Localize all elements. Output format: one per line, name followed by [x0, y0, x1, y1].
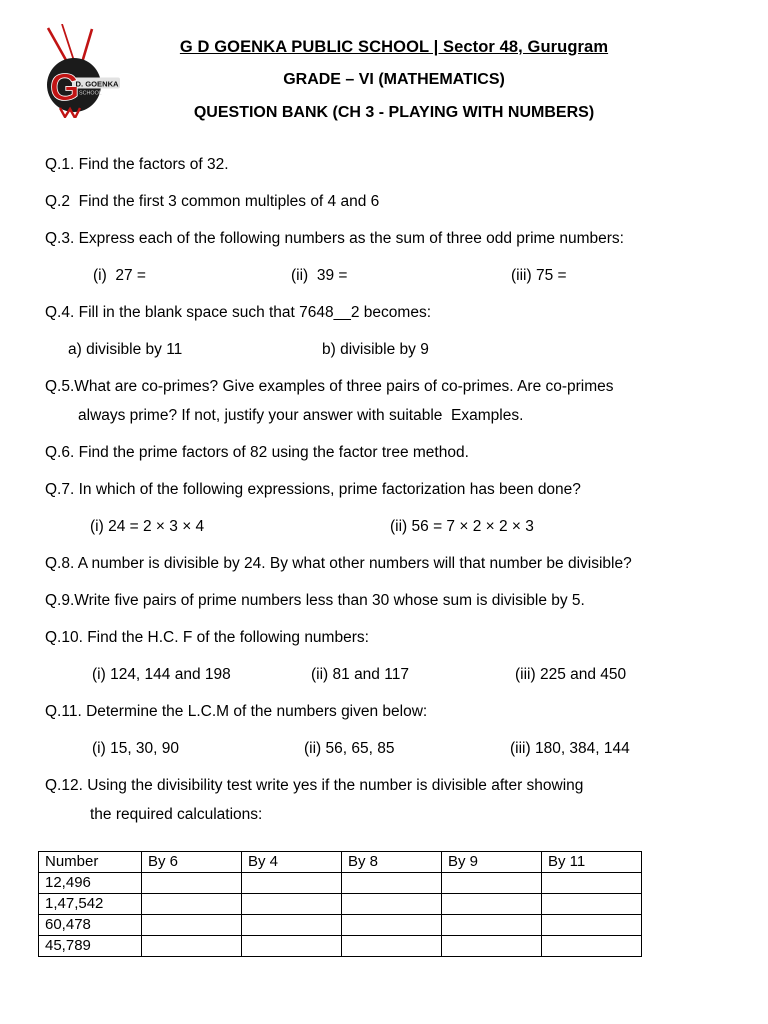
question-list — [0, 122, 768, 957]
q4-part-a: a) divisible by 11 — [68, 341, 183, 358]
table-header-by9: By 9 — [442, 852, 542, 873]
table-row — [39, 915, 642, 936]
q3-part-iii: (iii) 75 = — [511, 267, 567, 284]
answer-cell — [442, 894, 542, 915]
answer-cell — [242, 915, 342, 936]
answer-cell — [142, 894, 242, 915]
answer-cell — [442, 936, 542, 957]
question-4: Q.4. Fill in the blank space such that 7648__2 becomes: — [45, 304, 432, 321]
answer-cell — [542, 936, 642, 957]
answer-cell — [542, 894, 642, 915]
answer-cell — [342, 915, 442, 936]
logo-name: D. GOENKA — [75, 79, 119, 89]
number-cell: 1,47,542 — [39, 894, 142, 915]
school-logo-graphic — [34, 24, 126, 118]
q11-part-i: (i) 15, 30, 90 — [92, 740, 180, 757]
q5-line-2: always prime? If not, justify your answer with suitable Examples. — [78, 407, 524, 424]
logo-letter: G — [50, 67, 80, 109]
q3-part-ii: (ii) 39 = — [291, 267, 348, 284]
question-6: Q.6. Find the prime factors of 82 using the factor tree method. — [45, 444, 469, 461]
answer-cell — [542, 873, 642, 894]
number-cell: 60,478 — [39, 915, 142, 936]
answer-cell — [442, 915, 542, 936]
answer-cell — [142, 936, 242, 957]
school-title: G D GOENKA PUBLIC SCHOOL | Sector 48, Gurugram — [179, 38, 609, 56]
q7-part-i: (i) 24 = 2 × 3 × 4 — [90, 518, 205, 535]
answer-cell — [242, 936, 342, 957]
answer-cell — [142, 873, 242, 894]
table-header-by11: By 11 — [542, 852, 642, 873]
question-11-parts — [45, 734, 728, 763]
question-7-parts — [45, 512, 728, 541]
answer-cell — [442, 873, 542, 894]
question-8: Q.8. A number is divisible by 24. By what other numbers will that number be divisible? — [45, 555, 632, 572]
school-logo — [34, 24, 126, 118]
question-2: Q.2 Find the first 3 common multiples of 4 and 6 — [45, 193, 380, 210]
q12-line-2: the required calculations: — [90, 806, 263, 823]
question-3-parts — [45, 261, 728, 290]
table-header-by8: By 8 — [342, 852, 442, 873]
logo-subname: SCHOOL — [79, 90, 102, 97]
table-row — [39, 936, 642, 957]
grade-subject-line: GRADE – VI (MATHEMATICS) — [283, 71, 505, 88]
question-12 — [45, 771, 728, 829]
q11-part-iii: (iii) 180, 384, 144 — [510, 740, 630, 757]
answer-cell — [142, 915, 242, 936]
q5-line-1: Q.5.What are co-primes? Give examples of three pairs of co-primes. Are co-primes — [45, 378, 614, 395]
question-3: Q.3. Express each of the following numbers as the sum of three odd prime numbers: — [45, 230, 624, 247]
question-7: Q.7. In which of the following expressions, prime factorization has been done? — [45, 481, 581, 498]
number-cell: 45,789 — [39, 936, 142, 957]
answer-cell — [342, 894, 442, 915]
q3-part-i: (i) 27 = — [93, 267, 146, 284]
table-header-number: Number — [39, 852, 142, 873]
q11-part-ii: (ii) 56, 65, 85 — [304, 740, 395, 757]
q7-part-ii: (ii) 56 = 7 × 2 × 2 × 3 — [390, 518, 534, 535]
table-row — [39, 894, 642, 915]
number-cell: 12,496 — [39, 873, 142, 894]
answer-cell — [542, 915, 642, 936]
answer-cell — [342, 873, 442, 894]
answer-cell — [242, 894, 342, 915]
answer-cell — [342, 936, 442, 957]
question-1: Q.1. Find the factors of 32. — [45, 156, 229, 173]
question-10: Q.10. Find the H.C. F of the following numbers: — [45, 629, 369, 646]
table-row — [39, 873, 642, 894]
question-10-parts — [45, 660, 728, 689]
q10-part-iii: (iii) 225 and 450 — [515, 666, 627, 683]
answer-cell — [242, 873, 342, 894]
question-9: Q.9.Write five pairs of prime numbers less than 30 whose sum is divisible by 5. — [45, 592, 585, 609]
question-bank-title: QUESTION BANK (CH 3 - PLAYING WITH NUMBERS) — [193, 104, 595, 121]
table-header-row — [39, 852, 642, 873]
q10-part-i: (i) 124, 144 and 198 — [92, 666, 231, 683]
table-header-by4: By 4 — [242, 852, 342, 873]
divisibility-table — [38, 851, 642, 957]
question-11: Q.11. Determine the L.C.M of the numbers given below: — [45, 703, 428, 720]
table-header-by6: By 6 — [142, 852, 242, 873]
q12-line-1: Q.12. Using the divisibility test write yes if the number is divisible after showing — [45, 777, 584, 794]
question-4-parts — [45, 335, 728, 364]
question-5 — [45, 372, 728, 430]
q4-part-b: b) divisible by 9 — [322, 341, 429, 358]
q10-part-ii: (ii) 81 and 117 — [311, 666, 409, 683]
